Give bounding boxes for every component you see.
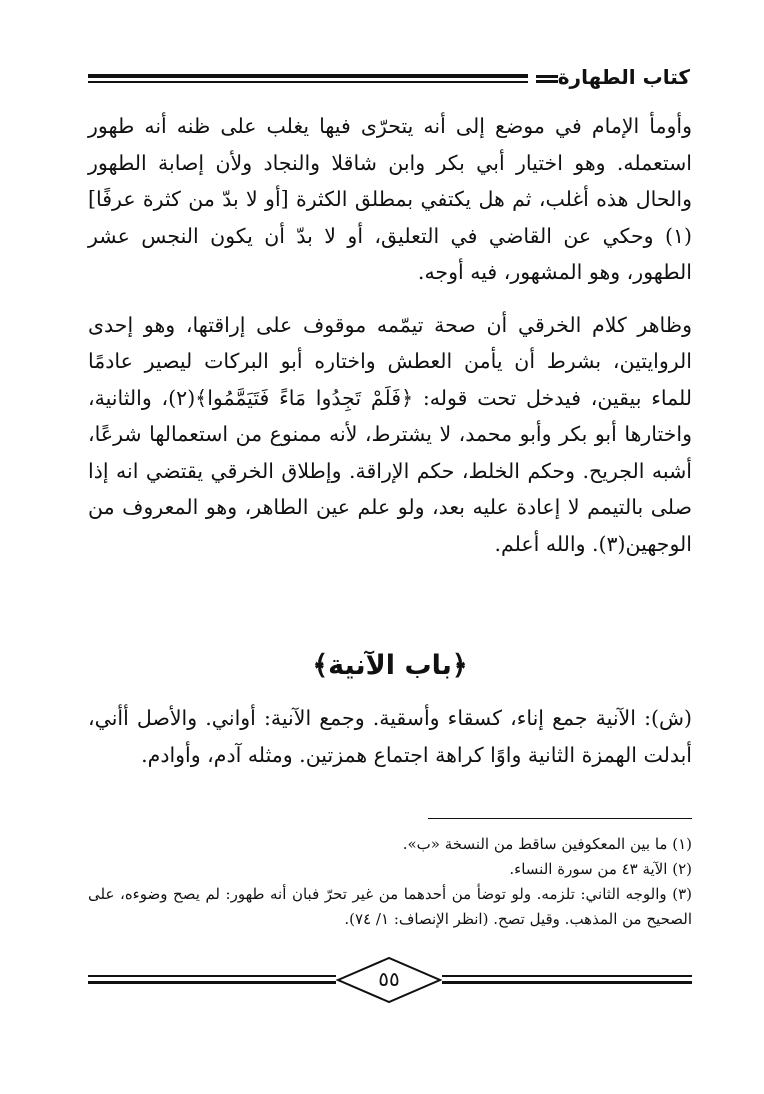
footnote-separator (428, 818, 692, 819)
main-text (88, 108, 692, 562)
chapter-title (526, 64, 690, 90)
page-footer (88, 956, 692, 1006)
footer-rule-left (88, 975, 336, 984)
section-paragraph: (ش): الآنية جمع إناء، كسقاء وأسقية. وجمع الآنية: أواني. والأصل أأني، أبدلت الهمزة الثانية واوًا كراهة اجتماع همزتين. ومثله آدم، وأوادم. (88, 706, 692, 767)
paragraph-2: وظاهر كلام الخرقي أن صحة تيمّمه موقوف على إراقتها، وهو إحدى الروايتين، بشرط أن يأمن العطش واختاره أبو البركات ليصير عادمًا للماء بيقين، فيدخل تحت قوله: ﴿فَلَمْ تَجِدُوا مَاءً فَتَيَمَّمُوا﴾(٢)، والثانية، واختارها أبو بكر وأبو محمد، لا يشترط، لأنه ممنوع من استعمالها شرعًا، أشبه الجريح. وحكم الخلط، حكم الإراقة. وإطلاق الخرقي يقتضي انه إذا صلى بالتيمم لا إعادة عليه بعد، ولو علم عين الطاهر، وهو المعروف من الوجهين(٣). والله أعلم. (88, 312, 692, 556)
section-heading: ﴿باب الآنية﴾ (312, 650, 468, 681)
page-number: ٥٥ (378, 967, 400, 991)
footnote-3: (٣) والوجه الثاني: تلزمه. ولو توضأ من أحدهما من غير تحرّ فبان أنه طهور: لم يصح وضوءه، على الصحيح من المذهب. وقيل تصح. (انظر الإنصاف: ١/ ٧٤). (88, 885, 692, 928)
header-title-text: كتاب الطهارة (557, 65, 690, 89)
footer-rule-right (442, 975, 692, 984)
footnote-2: (٢) الآية ٤٣ من سورة النساء. (509, 860, 692, 878)
paragraph-1: وأومأ الإمام في موضع إلى أنه يتحرّى فيها يغلب على ظنه أنه طهور استعمله. وهو اختيار أبي بكر وابن شاقلا والنجاد ولأن إصابة الطهور والحال هذه أغلب، ثم هل يكتفي بمطلق الكثرة [أو لا بدّ من كثرة عرفًا](١) وحكي عن القاضي في التعليق، أو لا بدّ أن يكون النجس عشر الطهور، وهو المشهور، فيه أوجه. (88, 114, 692, 284)
footnotes (88, 832, 692, 932)
running-header (88, 64, 690, 94)
header-rule (88, 74, 528, 83)
section-text (88, 700, 692, 773)
header-ornament-icon (536, 75, 558, 83)
footnote-1: (١) ما بين المعكوفين ساقط من النسخة «ب». (402, 835, 692, 853)
